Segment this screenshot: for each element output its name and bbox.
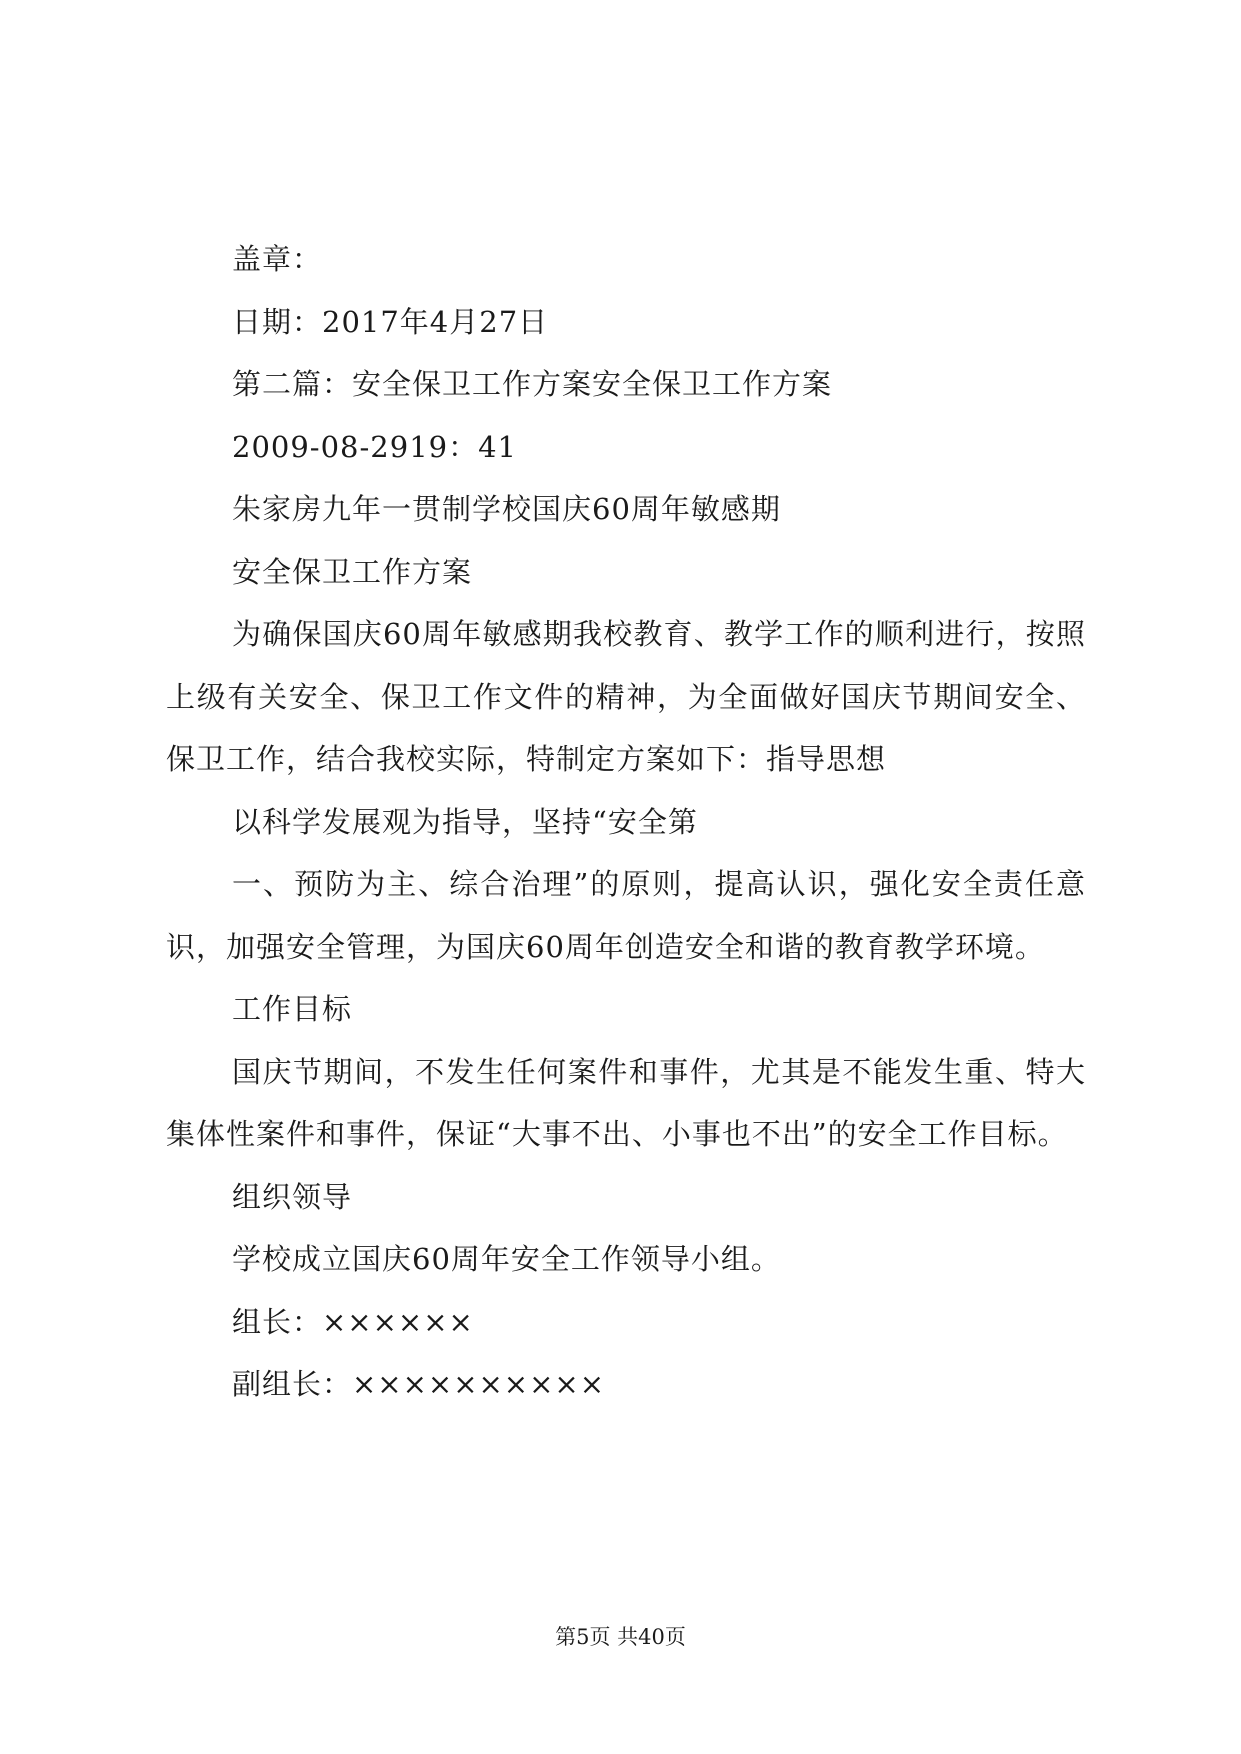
org-heading: 组织领导 bbox=[232, 1179, 353, 1214]
document-body bbox=[166, 228, 1086, 1416]
goal-heading: 工作目标 bbox=[232, 992, 353, 1026]
school-title-line: 朱家房九年一贯制学校国庆60周年敏感期 bbox=[232, 492, 781, 526]
date-line: 日期：2017年4月27日 bbox=[232, 304, 549, 339]
section-title: 第二篇：安全保卫工作方案安全保卫工作方案 bbox=[232, 367, 833, 401]
guiding-line: 以科学发展观为指导，坚持“安全第 bbox=[232, 804, 698, 839]
leader-line: 组长：×××××× bbox=[232, 1304, 474, 1339]
plan-title-line: 安全保卫工作方案 bbox=[232, 554, 473, 589]
timestamp-line: 2009-08-2919：41 bbox=[232, 429, 518, 464]
intro-paragraph: 为确保国庆60周年敏感期我校教育、教学工作的顺利进行，按照上级有关安全、保卫工作文件的精神，为全面做好国庆节期间安全、保卫工作，结合我校实际，特制定方案如下：指导思想 bbox=[166, 617, 1086, 776]
page-footer: 第5页 共40页 bbox=[555, 1625, 686, 1649]
goal-paragraph: 国庆节期间，不发生任何案件和事件，尤其是不能发生重、特大集体性案件和事件，保证“大事不出、小事也不出”的安全工作目标。 bbox=[166, 1054, 1086, 1151]
deputy-leader-line: 副组长：×××××××××× bbox=[232, 1367, 605, 1401]
seal-line: 盖章： bbox=[232, 242, 323, 276]
principle-paragraph: 一、预防为主、综合治理”的原则，提高认识，强化安全责任意识，加强安全管理，为国庆60周年创造安全和谐的教育教学环境。 bbox=[166, 867, 1086, 964]
group-line: 学校成立国庆60周年安全工作领导小组。 bbox=[232, 1242, 781, 1276]
